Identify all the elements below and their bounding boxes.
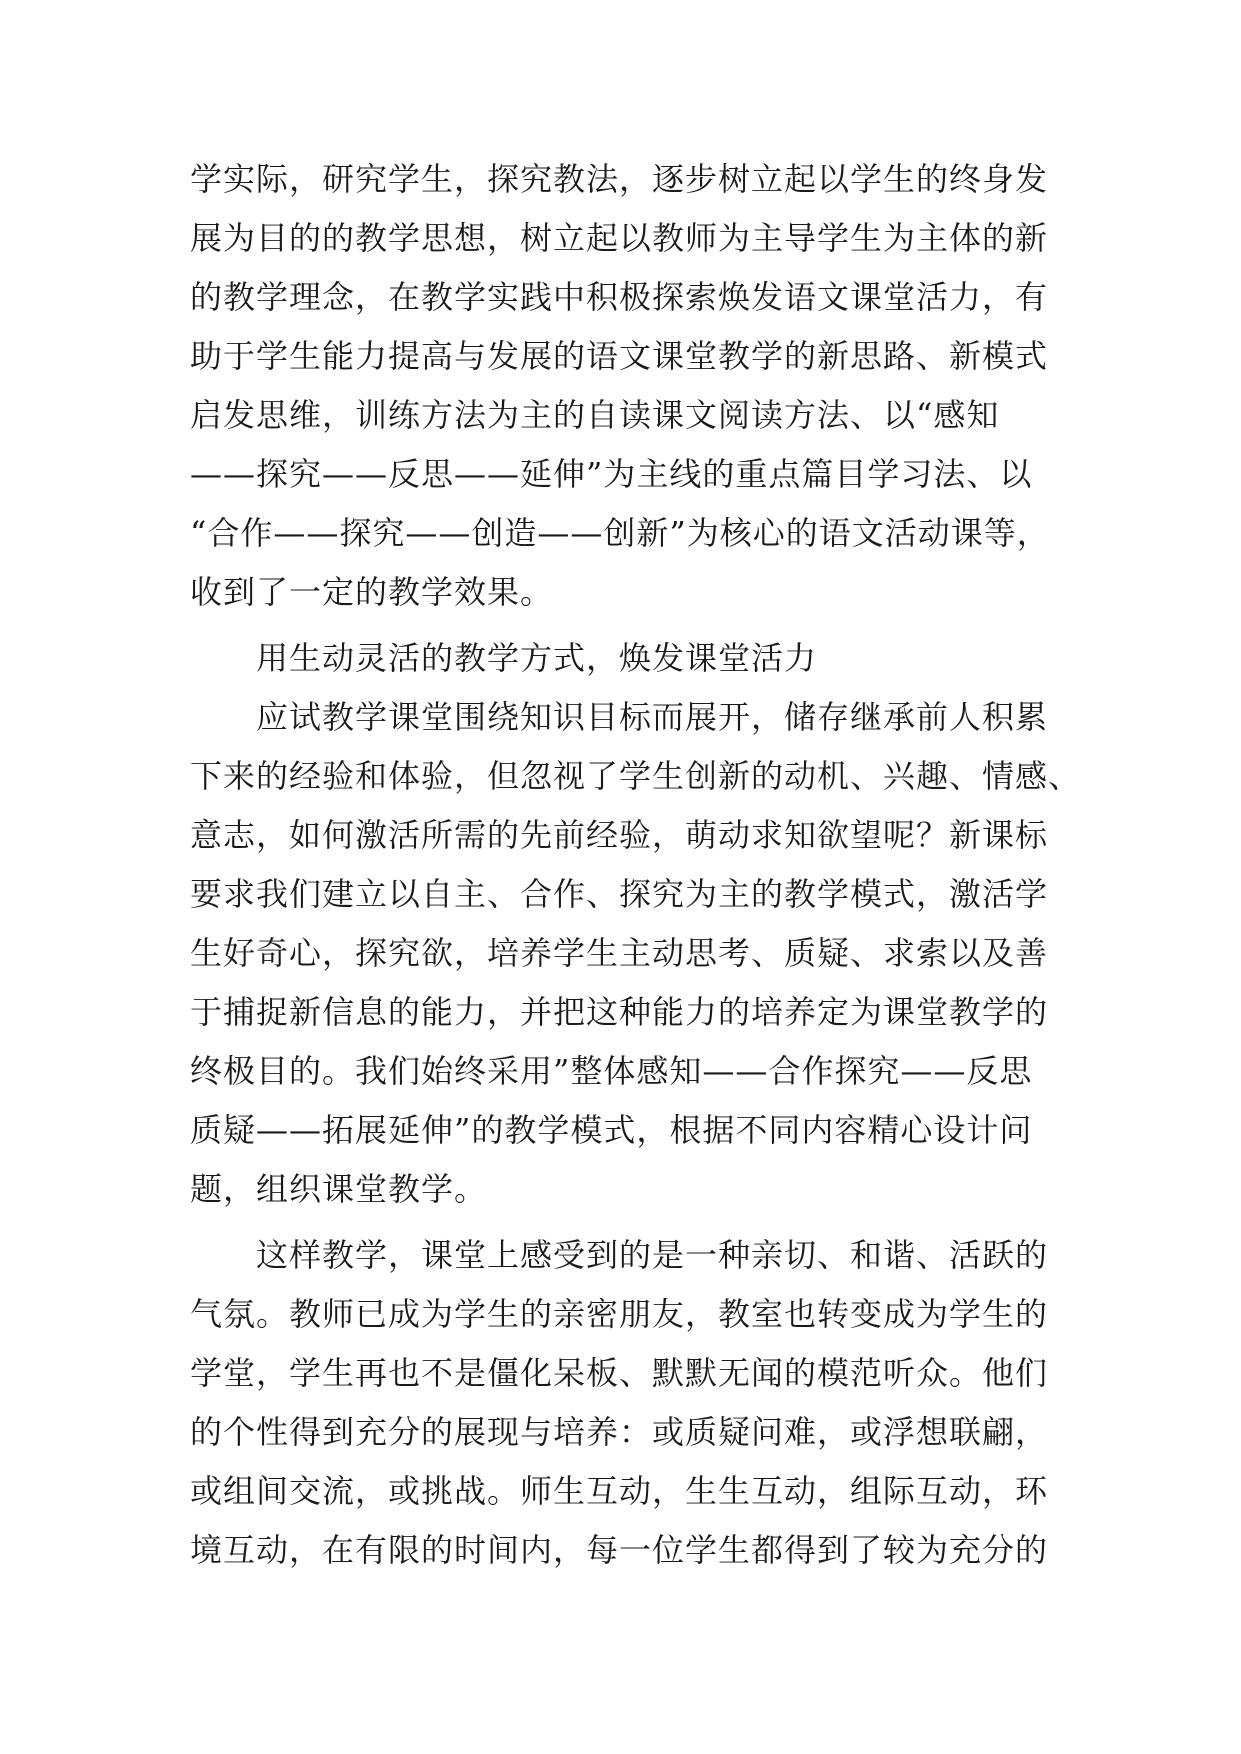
paragraph-2 [190, 688, 1082, 1219]
heading-line: 用生动灵活的教学方式，焕发课堂活力 [256, 639, 818, 677]
text-line: 收到了一定的教学效果。 [190, 573, 554, 611]
text-line: 意志，如何激活所需的先前经验，萌动求知欲望呢？新课标 [190, 816, 1049, 854]
text-line: 终极目的。我们始终采用”整体感知——合作探究——反思 [190, 1052, 1033, 1090]
text-line: 要求我们建立以自主、合作、探究为主的教学模式，激活学 [190, 875, 1049, 913]
text-line: 的个性得到充分的展现与培养：或质疑问难，或浮想联翩， [190, 1413, 1049, 1451]
text-line: “合作——探究——创造——创新”为核心的语文活动课等， [190, 514, 1050, 552]
text-line: 这样教学，课堂上感受到的是一种亲切、和谐、活跃的 [256, 1236, 1049, 1274]
text-line: 的教学理念，在教学实践中积极探索焕发语文课堂活力，有 [190, 278, 1049, 316]
body-text [190, 150, 1082, 1580]
text-line: 下来的经验和体验，但忽视了学生创新的动机、兴趣、情感、 [190, 757, 1082, 795]
text-line: ——探究——反思——延伸”为主线的重点篇目学习法、以 [190, 455, 1033, 493]
paragraph-1 [190, 150, 1060, 622]
text-line: 展为目的的教学思想，树立起以教师为主导学生为主体的新 [190, 219, 1049, 257]
text-line: 题，组织课堂教学。 [190, 1170, 488, 1208]
text-line: 应试教学课堂围绕知识目标而展开，储存继承前人积累 [256, 698, 1049, 736]
text-line: 境互动，在有限的时间内，每一位学生都得到了较为充分的 [190, 1531, 1049, 1569]
text-line: 学实际，研究学生，探究教法，逐步树立起以学生的终身发 [190, 160, 1049, 198]
text-line: 启发思维，训练方法为主的自读课文阅读方法、以“感知 [190, 396, 1000, 434]
text-line: 气氛。教师已成为学生的亲密朋友，教室也转变成为学生的 [190, 1295, 1049, 1333]
text-line: 或组间交流，或挑战。师生互动，生生互动，组际互动，环 [190, 1472, 1049, 1510]
paragraph-3 [190, 1226, 1060, 1580]
text-line: 助于学生能力提高与发展的语文课堂教学的新思路、新模式 [190, 337, 1049, 375]
text-line: 质疑——拓展延伸”的教学模式，根据不同内容精心设计问 [190, 1111, 1033, 1149]
text-line: 生好奇心，探究欲，培养学生主动思考、质疑、求索以及善 [190, 934, 1049, 972]
section-heading [190, 629, 1060, 688]
text-line: 学堂，学生再也不是僵化呆板、默默无闻的模范听众。他们 [190, 1354, 1049, 1392]
text-line: 于捕捉新信息的能力，并把这种能力的培养定为课堂教学的 [190, 993, 1049, 1031]
